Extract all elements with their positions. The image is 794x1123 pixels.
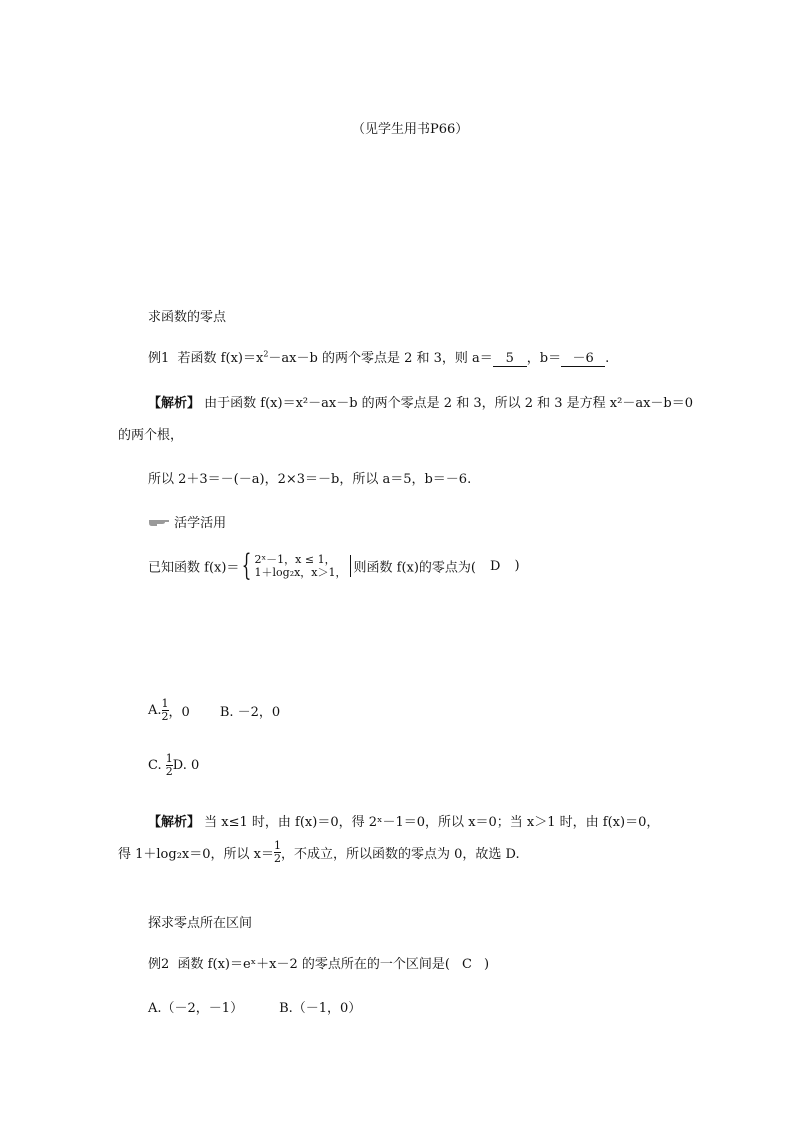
analysis-2-den: 2 [274,852,281,865]
option-a-rest: ，0 [168,705,190,720]
analysis-1-line-2: 的两个根， [118,428,184,443]
option-a-den: 2 [161,710,169,723]
example-1-label: 例1 [148,351,170,366]
option-a-num: 1 [161,697,169,710]
example-1 [148,347,609,367]
analysis-2-line-2 [118,840,520,865]
option-c-label: C. [148,758,162,773]
option-a-fraction [162,698,169,723]
options-c-d [148,753,199,778]
example-1-sup: 2 [263,349,269,359]
page-reference: （见学生用书P66） [352,122,469,137]
example-2-answer: C [461,957,472,972]
analysis-2-tag: 【解析】 [148,815,201,830]
option-a-label: A. [148,703,162,718]
question-answer: D [490,558,501,574]
example-1-text-c: ，b＝ [526,351,562,366]
analysis-2-text-2a: 得 1＋log₂x＝0，所以 x＝ [118,847,274,862]
analysis-1-line-1 [148,392,693,411]
question-suffix: 则函数 f(x)的零点为( [353,560,477,576]
option-c-num: 1 [165,752,173,765]
analysis-2-fraction [274,840,281,865]
brace-close [350,555,351,577]
example-2-text: 函数 f(x)＝eˣ＋x－2 的零点所在的一个区间是( [177,957,450,972]
answer-b-blank: －6 [561,347,605,367]
example-1-text-a: 若函数 f(x)＝x [177,351,264,366]
case-1: 2ˣ－1，x ≤ 1， [254,553,336,566]
option-d: D. 0 [172,758,200,773]
analysis-1-text-1: 由于函数 f(x)＝x²－ax－b 的两个零点是 2 和 3，所以 2 和 3 是方程 x²－ax－b＝0 [204,396,694,411]
case-2: 1＋log₂x，x＞1， [254,566,347,579]
option-c-fraction [166,753,173,778]
analysis-2-text-2b: ，不成立，所以函数的零点为 0，故选 D. [281,847,520,862]
option-b: B. －2，0 [219,705,281,720]
option-2b: B.（－1，0） [279,1001,362,1016]
practice-label: 活学活用 [174,516,227,531]
example-2-close: ) [483,957,490,972]
options-a-b [148,698,280,723]
section-title-zeros: 求函数的零点 [148,310,227,325]
analysis-1-tag: 【解析】 [148,396,201,411]
pointing-hand-icon [148,516,170,531]
option-c-den: 2 [165,765,173,778]
question-close: ) [514,558,520,574]
analysis-2-num: 1 [274,839,281,852]
question [148,548,520,583]
example-1-text-b: －ax－b 的两个零点是 2 和 3，则 a＝ [268,351,493,366]
option-2a: A.（－2，－1） [148,1001,244,1016]
section-title-interval: 探求零点所在区间 [148,916,253,931]
analysis-2-line-1 [148,811,659,830]
options-example-2 [148,997,361,1016]
example-2-label: 例2 [148,957,170,972]
analysis-1-line-3: 所以 2＋3＝－(－a)，2×3＝－b，所以 a＝5，b＝－6. [148,472,472,487]
example-1-text-d: . [605,351,610,366]
example-2 [148,953,489,972]
piecewise-cases [255,553,347,579]
analysis-2-text-1: 当 x≤1 时，由 f(x)＝0，得 2ˣ－1＝0，所以 x＝0；当 x＞1 时，由 f(x)＝0， [204,815,660,830]
question-prefix: 已知函数 f(x)＝ [148,560,240,576]
brace-icon: { [242,548,252,583]
practice-heading [148,512,226,531]
answer-a-blank: 5 [493,351,527,367]
